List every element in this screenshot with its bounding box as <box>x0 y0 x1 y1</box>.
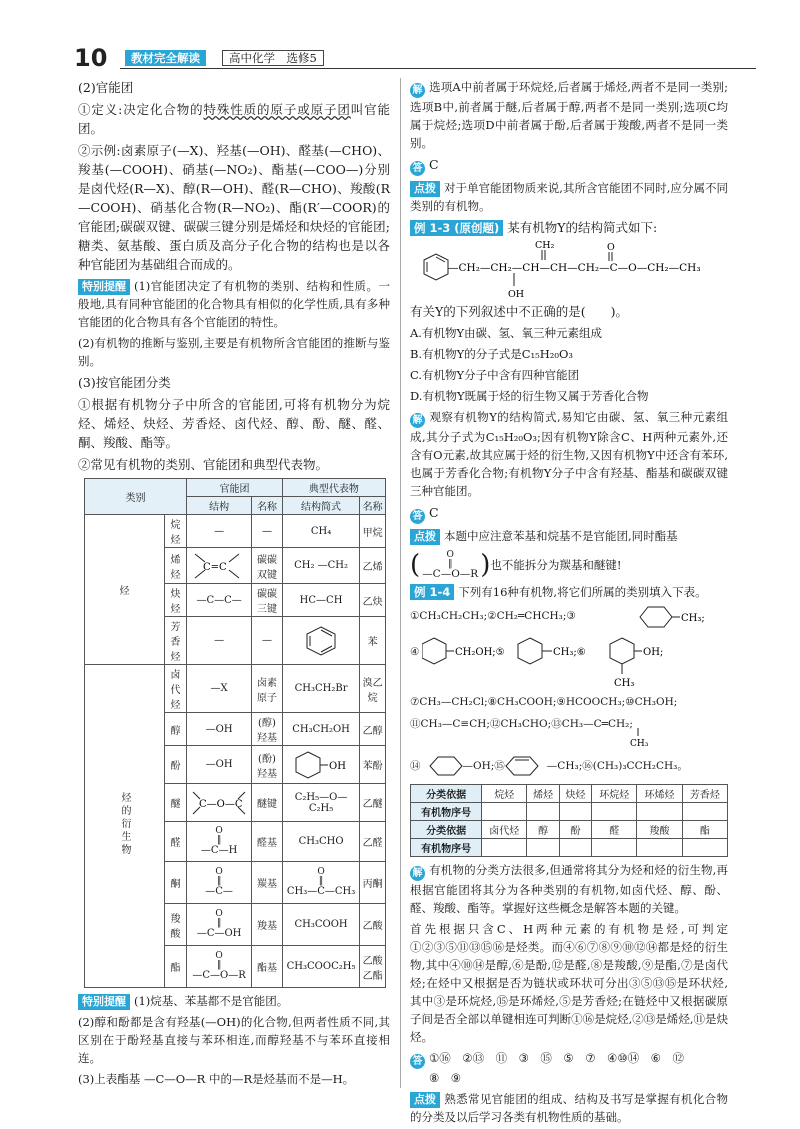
cls-cell: 羧酸 <box>637 821 682 839</box>
cell-formula-phenol <box>282 746 359 784</box>
da-icon: 答 <box>410 1054 425 1069</box>
cls-cell: 炔烃 <box>559 785 591 803</box>
header-rule <box>120 68 756 69</box>
header-rname: 名称 <box>360 497 386 515</box>
definition: ①定义:决定化合物的特殊性质的原子或原子团叫官能团。 <box>78 102 390 136</box>
cell-rname: 乙炔 <box>360 584 386 617</box>
cell-struct-alkene <box>187 548 252 584</box>
cyclohexanol-ring-icon <box>424 754 474 778</box>
option-d: D.有机物Y既属于烃的衍生物又属于芳香化合物 <box>410 389 649 403</box>
question-1-3: 有关Y的下列叙述中不正确的是( )。 <box>410 304 629 319</box>
cls-row-3 <box>411 821 728 839</box>
structure-chain: —CH₂—CH₂—CH—CH—CH₂—C—O—CH₂—CH₃ <box>448 262 701 274</box>
group-derivative: 烃的衍生物 <box>85 665 165 988</box>
analysis-3: 解 有机物的分类方法很多,但通常将其分为烃和烃的衍生物,再根据官能团将其分为各种类别的有机物,如卤代烃、醇、酚、醛、羧酸、酯等。掌握好这些概念是解答本题的关键。 <box>410 863 728 915</box>
option-c: C.有机物Y分子中含有四种官能团 <box>410 368 580 382</box>
cell-formula: CH₃COOC₂H₅ <box>282 946 359 988</box>
example-1-3: 例 1-3 (原创题) 某有机物Y的结构简式如下: <box>410 218 728 237</box>
svg-text:CH₃: CH₃ <box>614 678 635 689</box>
cell-struct: —OH <box>187 746 252 784</box>
classification-table <box>410 784 728 857</box>
cls-cell: 芳香烃 <box>682 785 727 803</box>
cls-head: 分类依据 <box>411 821 482 839</box>
svg-text:OH: OH <box>508 289 525 300</box>
analysis-3b: 首先根据只含C、H两种元素的有机物是烃,可判定①②③⑤⑪⑬⑮⑯是烃类。而④⑥⑦⑧⑨⑩⑫⑭都是烃的衍生物,其中④⑩⑭是醇,⑥是酚,⑫是醛,⑧是羧酸,⑨是酯,⑦是卤代烃;在烃中又根据是否为链状或环状可分出③⑤⑬⑮是环状烃,其中③是环烷烃,⑮是环烯烃,⑤是芳香烃;在链烃中又根据碳原子间是否全部以单键相连可判断①⑯是烷烃,②⑬是烯烃,⑪是炔烃。 <box>410 922 728 1044</box>
group-hydrocarbon: 烃 <box>85 515 165 665</box>
cell-struct: — <box>187 617 252 665</box>
answer-3: 答 ①⑯ ②⑬ ⑪ ③ ⑮ ⑤ ⑦ ④⑩⑭ ⑥ ⑫ ⑧ ⑨ <box>410 1049 728 1087</box>
paragraph: ①根据有机物分子中所含的官能团,可将有机物分为烷烃、烯烃、炔烃、芳香烃、卤代烃、醇、酚、醚、醛、酮、羧酸、酯等。 <box>78 397 390 450</box>
header-rep: 典型代表物 <box>282 479 385 497</box>
dianbo-label: 点拨 <box>410 529 440 545</box>
cls-answer-cell[interactable] <box>482 839 527 857</box>
cyclohexane-methyl-icon <box>630 604 720 630</box>
svg-text:CH₃;: CH₃; <box>681 613 705 624</box>
cell-formula: CH₃CH₂Br <box>282 665 359 713</box>
functional-group-table <box>84 478 386 988</box>
svg-text:OH;: OH; <box>643 647 664 658</box>
cell-formula: HC—CH <box>282 584 359 617</box>
answer-2: 答 C <box>410 503 728 524</box>
cls-answer-cell[interactable] <box>682 803 727 821</box>
ether-structure <box>189 788 249 818</box>
compound-line-3: ⑦CH₃—CH₂Cl;⑧CH₃COOH;⑨HCOOCH₃;⑩CH₃OH; <box>410 696 678 708</box>
page-number: 10 <box>74 44 108 72</box>
jie-icon: 解 <box>410 866 425 881</box>
cls-head: 有机物序号 <box>411 839 482 857</box>
example-1-4: 例 1-4 下列有16种有机物,将它们所属的类别填入下表。 <box>410 582 728 601</box>
cls-answer-cell[interactable] <box>559 839 591 857</box>
compound-list <box>410 604 728 754</box>
cell-struct: —C—C— <box>187 584 252 617</box>
cell-struct-aldehyde: O ‖ —C—H <box>187 822 252 862</box>
cell-struct-ketone: O ‖ —C— <box>187 862 252 904</box>
tip-5: (3)上表酯基 —C—O—R 中的—R是烃基而不是—H。 <box>78 1072 355 1086</box>
note-2: 点拨 本题中应注意苯基和烷基不是官能团,同时酯基 <box>410 527 728 545</box>
cls-head: 分类依据 <box>411 785 482 803</box>
cls-cell: 卤代烃 <box>482 821 527 839</box>
cls-cell: 烯烃 <box>527 785 559 803</box>
cell-class: 醚 <box>165 784 187 822</box>
cell-gname: 碳碳三键 <box>252 584 283 617</box>
cell-formula-benzene <box>282 617 359 665</box>
jie-icon: 解 <box>410 83 425 98</box>
ester-structure: O ‖ —C—O—R <box>422 550 479 580</box>
header-class: 类别 <box>85 479 187 515</box>
header-formula: 结构简式 <box>282 497 359 515</box>
svg-text:C—O—C: C—O—C <box>199 798 243 810</box>
cell-class: 卤代烃 <box>165 665 187 713</box>
cell-rname: 乙酸乙酯 <box>360 946 386 988</box>
dianbo-label: 点拨 <box>410 1092 440 1108</box>
cell-rname: 甲烷 <box>360 515 386 548</box>
left-column <box>78 78 390 1091</box>
cell-gname: 酯基 <box>252 946 283 988</box>
cell-gname: — <box>252 515 283 548</box>
header-group: 官能团 <box>187 479 283 497</box>
cell-struct-ester: O ‖ —C—O—R <box>187 946 252 988</box>
cell-rname: 乙醚 <box>360 784 386 822</box>
cls-answer-cell[interactable] <box>637 839 682 857</box>
compound-line-5-row <box>410 754 728 780</box>
cell-formula-acetone: O ‖ CH₃—C—CH₃ <box>282 862 359 904</box>
cls-cell: 酯 <box>682 821 727 839</box>
cyclohexene-ring-icon <box>500 754 550 778</box>
phenol-oh-text: OH <box>329 760 346 772</box>
cls-answer-cell[interactable] <box>682 839 727 857</box>
cell-rname: 丙酮 <box>360 862 386 904</box>
cls-answer-cell[interactable] <box>559 803 591 821</box>
cell-formula: CH₃CHO <box>282 822 359 862</box>
tip-2: (2)有机物的推断与鉴别,主要是有机物所含官能团的推断与鉴别。 <box>78 336 390 368</box>
cls-answer-cell[interactable] <box>637 803 682 821</box>
analysis-1: 解 选项A中前者属于环烷烃,后者属于烯烃,两者不是同一类别;选项B中,前者属于醚,后者属于醇,两者不是同一类别;选项C均属于烷烃;选项D中前者属于酚,后者属于羧酸,两者不是同一类别。 <box>410 80 728 150</box>
phenol-structure <box>286 750 356 780</box>
cell-rname: 苯 <box>360 617 386 665</box>
series-badge: 教材完全解读 <box>125 50 206 66</box>
cls-head: 有机物序号 <box>411 803 482 821</box>
svg-text:O: O <box>607 242 615 253</box>
answer-1: 答 C <box>410 155 728 176</box>
cell-struct-carboxyl: O ‖ —C—OH <box>187 904 252 946</box>
cell-gname: 羰基 <box>252 862 283 904</box>
cell-struct: —OH <box>187 713 252 746</box>
cls-cell: 环烷烃 <box>592 785 637 803</box>
cell-struct: —X <box>187 665 252 713</box>
cell-rname: 苯酚 <box>360 746 386 784</box>
double-bond-structure <box>189 551 245 581</box>
section-title: (3)按官能团分类 <box>78 375 171 390</box>
page-header <box>62 44 752 70</box>
compound-line-5: ⑭ —OH;⑮ —CH₃;⑯(CH₃)₃CCH₂CH₃。 <box>410 760 688 772</box>
cls-answer-cell[interactable] <box>482 803 527 821</box>
cell-class: 炔烃 <box>165 584 187 617</box>
cls-row-2 <box>411 803 728 821</box>
example-label: 例 1-4 <box>410 584 454 600</box>
cell-class: 芳香烃 <box>165 617 187 665</box>
tip-label: 特别提醒 <box>78 994 130 1010</box>
cell-gname: 醚键 <box>252 784 283 822</box>
cls-row-4 <box>411 839 728 857</box>
compound-line-4: ⑪CH₃—C≡CH;⑫CH₃CHO;⑬CH₃—C═CH₂; <box>410 718 633 730</box>
cell-formula: CH₃CH₂OH <box>282 713 359 746</box>
cell-gname: 醛基 <box>252 822 283 862</box>
paragraph: ②常见有机物的类别、官能团和典型代表物。 <box>78 457 329 472</box>
tip-4: (2)醇和酚都是含有羟基(—OH)的化合物,但两者性质不同,其区别在于酚羟基直接与苯环相连,而醇羟基不与苯环直接相连。 <box>78 1015 390 1065</box>
examples-paragraph: ②示例:卤素原子(—X)、羟基(—OH)、醛基(—CHO)、羧基(—COOH)、硝基(—NO₂)、酯基(—COO—)分别是卤代烃(R—X)、醇(R—OH)、醛(R—CHO)、羧酸(R—COOH)、硝基化合物(R—NO₂)、酯(R′—COOR)的官能团;碳碳双键、碳碳三键分别是烯烃和炔烃的官能团;糖类、氨基酸、蛋白质及高分子化合物的结构也是以各种官能团为基础组合而成的。 <box>78 143 390 272</box>
cell-rname: 乙醇 <box>360 713 386 746</box>
svg-text:CH₃: CH₃ <box>630 739 649 748</box>
ester-note-row: ( O ‖ —C—O—R ) 也不能拆分为羰基和醚键! <box>410 550 622 580</box>
cell-gname: 碳碳双键 <box>252 548 283 584</box>
option-b: B.有机物Y的分子式是C₁₅H₂₀O₃ <box>410 347 574 361</box>
cell-class: 酮 <box>165 862 187 904</box>
cell-class: 酚 <box>165 746 187 784</box>
cls-cell: 环烯烃 <box>637 785 682 803</box>
da-icon: 答 <box>410 509 425 524</box>
cell-struct: — <box>187 515 252 548</box>
header-name: 名称 <box>252 497 283 515</box>
cls-answer-cell[interactable] <box>527 803 559 821</box>
methyl-branch <box>630 728 650 748</box>
compound-line-1: ①CH₃CH₂CH₃;②CH₂═CHCH₃;③ <box>410 610 576 622</box>
jie-icon: 解 <box>410 413 425 428</box>
cls-answer-cell[interactable] <box>592 839 637 857</box>
cell-rname: 乙烯 <box>360 548 386 584</box>
tip-1: 特别提醒 (1)官能团决定了有机物的类别、结构和性质。一般地,具有同种官能团的化合物具有相似的化学性质,具有多种官能团的化合物具有各个官能团的特性。 <box>78 279 390 329</box>
header-struct: 结构 <box>187 497 252 515</box>
cell-class: 烯烃 <box>165 548 187 584</box>
cell-rname: 乙酸 <box>360 904 386 946</box>
cell-gname: (酚)羟基 <box>252 746 283 784</box>
column-divider <box>400 78 401 1088</box>
cell-formula: CH₃COOH <box>282 904 359 946</box>
cell-class: 醇 <box>165 713 187 746</box>
cls-answer-cell[interactable] <box>592 803 637 821</box>
dianbo-label: 点拨 <box>410 181 440 197</box>
aromatic-compounds-row <box>422 634 728 690</box>
right-column <box>410 78 728 1129</box>
section-title: (2)官能团 <box>78 80 134 95</box>
svg-text:CH₂OH;⑤: CH₂OH;⑤ <box>455 647 505 658</box>
cls-cell: 醛 <box>592 821 637 839</box>
cell-rname: 乙醛 <box>360 822 386 862</box>
cls-cell: 烷烃 <box>482 785 527 803</box>
cell-struct-ether <box>187 784 252 822</box>
option-a: A.有机物Y由碳、氢、氧三种元素组成 <box>410 326 603 340</box>
subject-label: 高中化学 选修5 <box>222 50 324 66</box>
tip-3: 特别提醒 (1)烷基、苯基都不是官能团。 <box>78 992 390 1010</box>
example-label: 例 1-3 (原创题) <box>410 220 503 236</box>
cell-formula: CH₄ <box>282 515 359 548</box>
svg-text:CH₂: CH₂ <box>535 240 555 251</box>
compound-line-2: ④ <box>410 646 420 658</box>
cls-answer-cell[interactable] <box>527 839 559 857</box>
tip-label: 特别提醒 <box>78 279 130 295</box>
struct-text: C=C <box>203 561 227 573</box>
cell-gname: 卤素原子 <box>252 665 283 713</box>
cls-cell: 醇 <box>527 821 559 839</box>
definition-emphasis: 特殊性质的原子或原子团 <box>203 102 351 117</box>
cell-class: 羧酸 <box>165 904 187 946</box>
cell-rname: 溴乙烷 <box>360 665 386 713</box>
cell-formula: C₂H₅—O—C₂H₅ <box>282 784 359 822</box>
da-icon: 答 <box>410 161 425 176</box>
svg-text:CH₃;⑥: CH₃;⑥ <box>553 647 586 658</box>
cell-gname: 羧基 <box>252 904 283 946</box>
cls-cell: 酚 <box>559 821 591 839</box>
cell-gname: — <box>252 617 283 665</box>
cell-gname: (醇)羟基 <box>252 713 283 746</box>
cell-class: 烷烃 <box>165 515 187 548</box>
note-3: 点拨 熟悉常见官能团的组成、结构及书写是掌握有机化合物的分类及以后学习各类有机物性质的基础。 <box>410 1092 728 1124</box>
cell-formula: CH₂ —CH₂ <box>282 548 359 584</box>
benzene-ring-icon <box>301 624 341 658</box>
cls-row-1 <box>411 785 728 803</box>
cell-class: 醛 <box>165 822 187 862</box>
note-1: 点拨 对于单官能团物质来说,其所含官能团不同时,应分属不同类别的有机物。 <box>410 181 728 213</box>
analysis-2: 解 观察有机物Y的结构简式,易知它由碳、氢、氧三种元素组成,其分子式为C₁₅H₂₀O₃;因有机物Y除含C、H两种元素外,还含有O元素,故其应属于烃的衍生物,又因有机物Y中还含有苯环,也属于芳香化合物;有机物Y分子中含有羟基、酯基和碳碳双键三种官能团。 <box>410 410 728 498</box>
compound-y-structure <box>410 240 728 302</box>
cell-class: 酯 <box>165 946 187 988</box>
